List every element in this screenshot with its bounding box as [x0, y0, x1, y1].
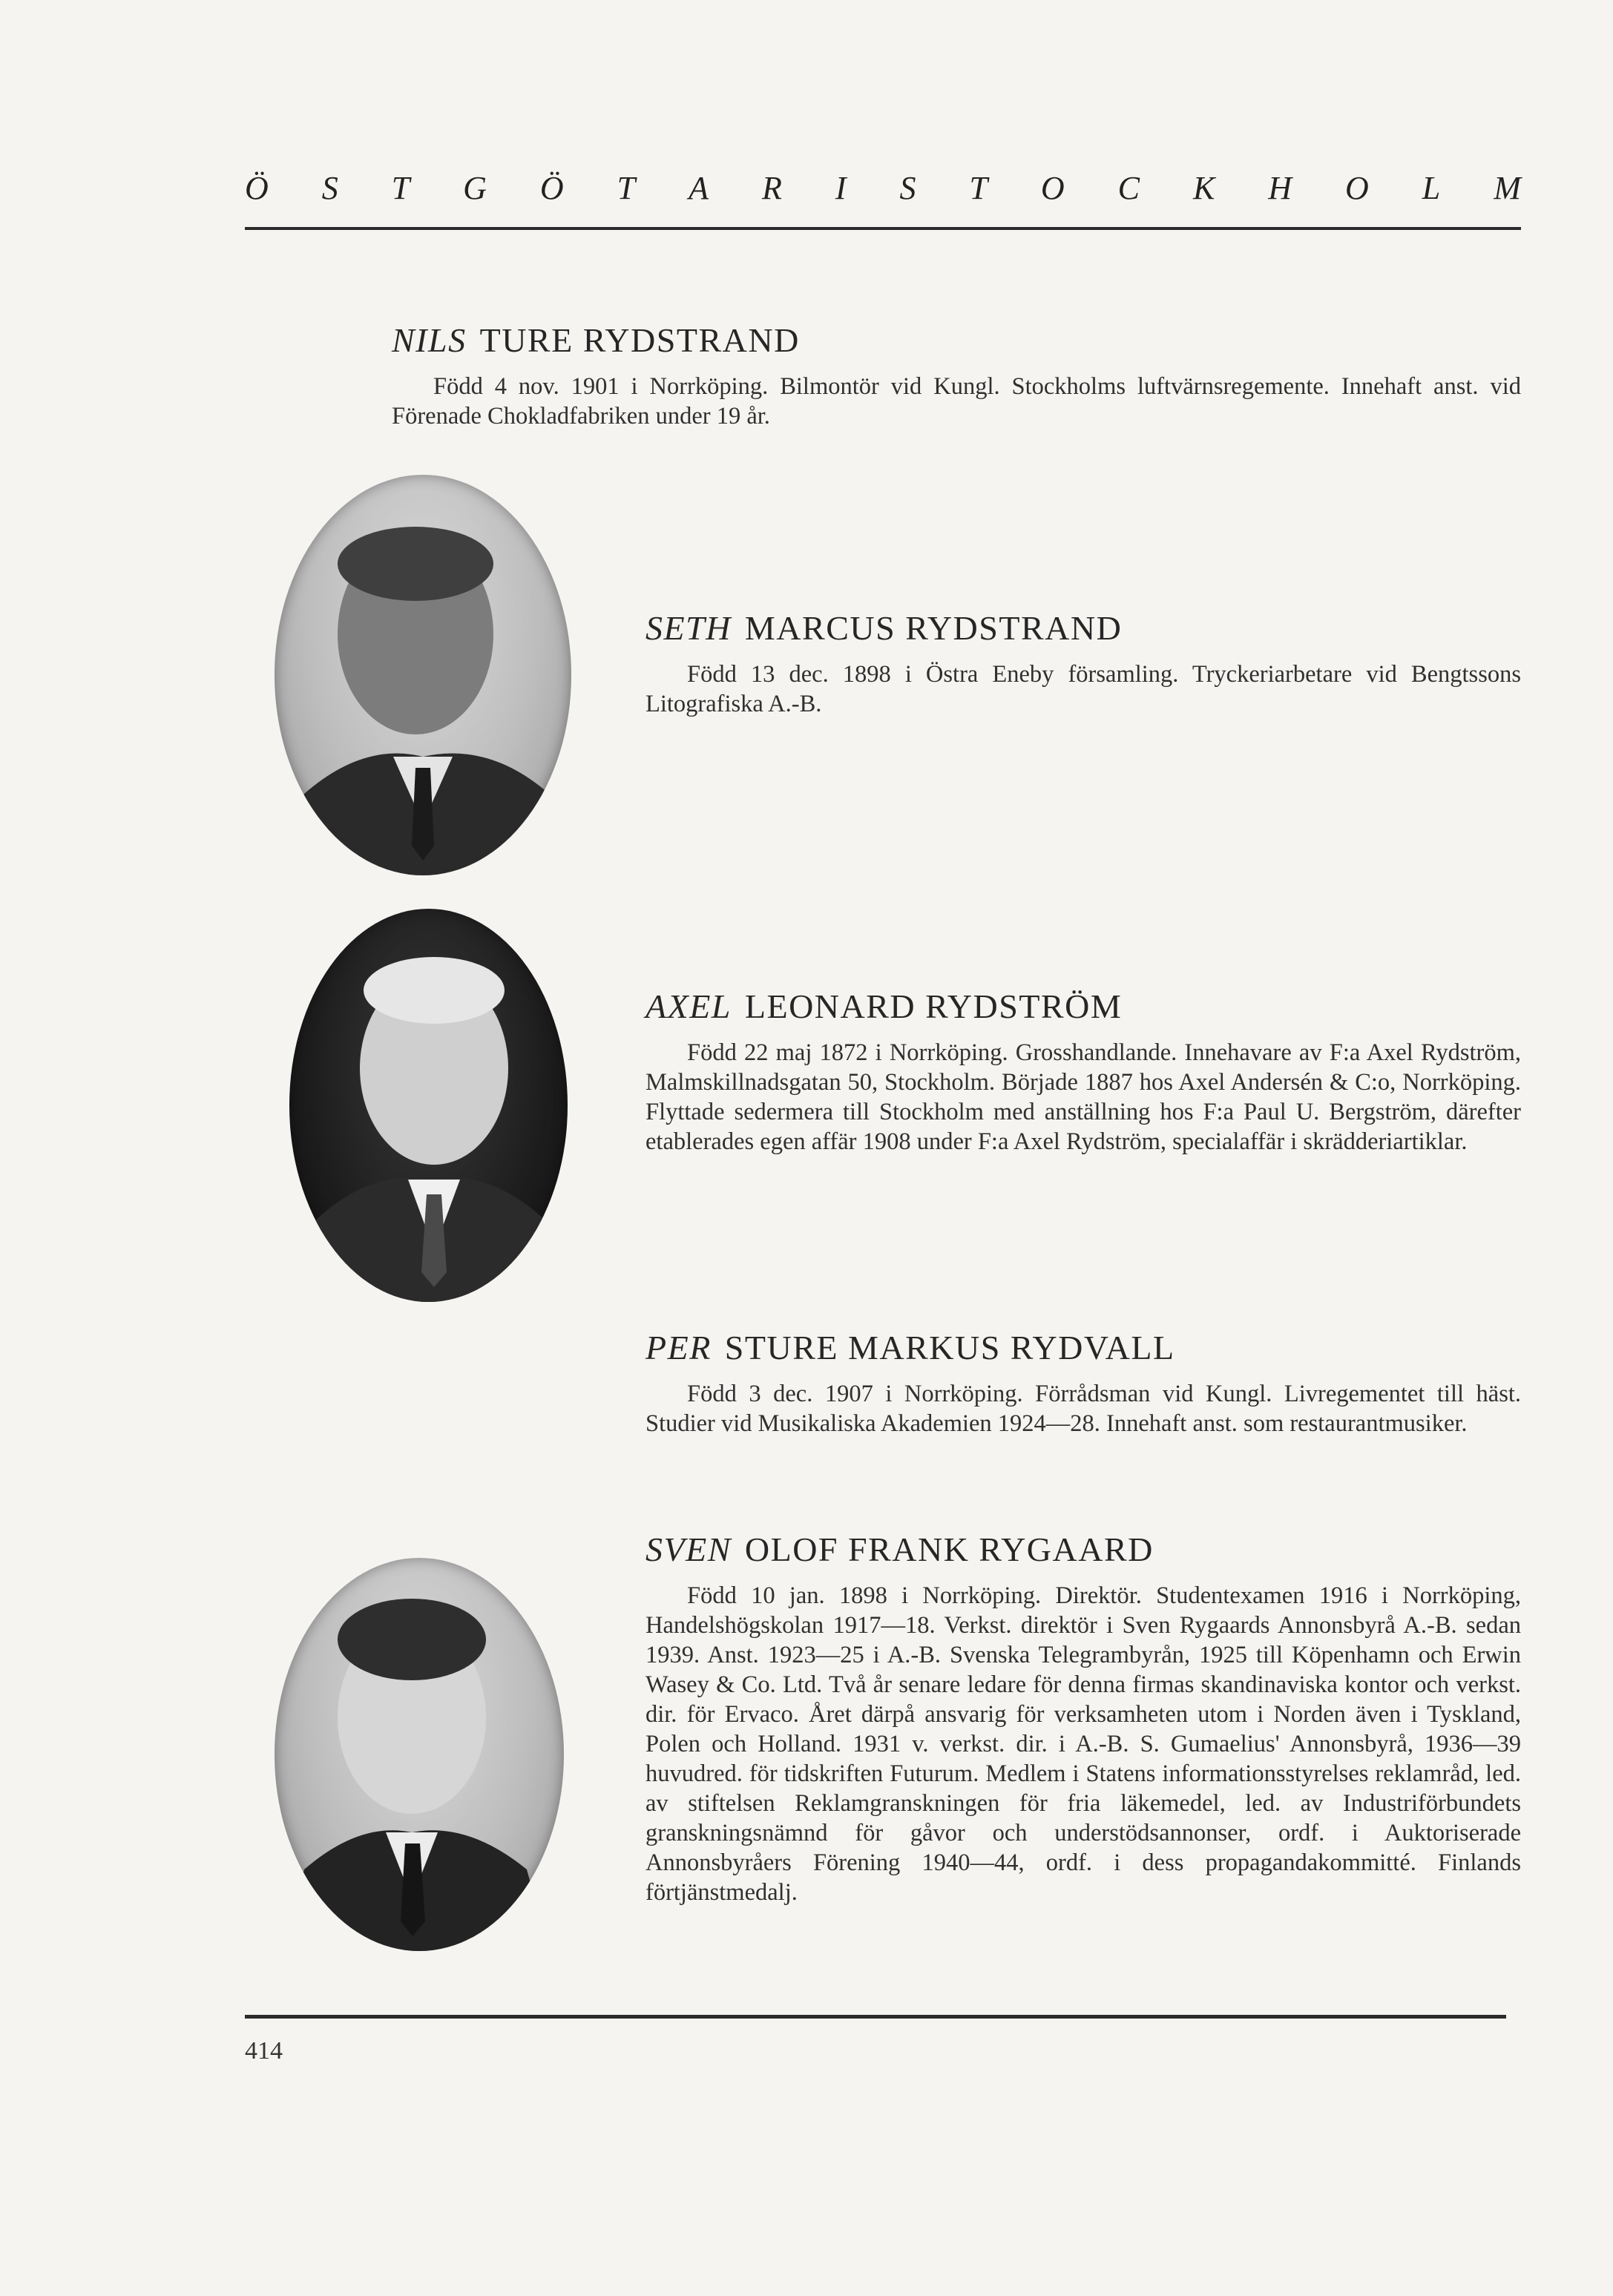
page-number: 414: [245, 2037, 283, 2065]
portrait-axel-rydstrom: [289, 909, 568, 1302]
entry-name: [645, 1328, 1521, 1367]
entry-name: [392, 320, 1521, 360]
running-title: [245, 169, 1521, 207]
entry-name: [645, 608, 1521, 648]
footer-rule: [245, 2015, 1506, 2019]
running-title-letter: C: [1117, 170, 1140, 206]
entry-biography: Född 22 maj 1872 i Norrköping. Grosshandlande. Innehavare av F:a Axel Rydström, Malmskillnadsgatan 50, Stockholm. Började 1887 hos Axel Andersén & C:o, Norrköping. Flyttade sedermera till Stockholm med anställning hos F:a Paul U. Bergström, därefter etablerades egen affär 1908 under F:a Axel Rydström, specialaffär i skrädderiartiklar.: [645, 1039, 1521, 1155]
given-name: PER: [645, 1329, 712, 1366]
family-name: MARCUS RYDSTRAND: [744, 609, 1123, 647]
family-name: STURE MARKUS RYDVALL: [724, 1329, 1175, 1366]
entry-nils-ture-rydstrand: [392, 320, 1521, 431]
running-title-letter: R: [761, 170, 782, 206]
running-title-letter: O: [1040, 170, 1065, 206]
running-title-letter: H: [1268, 170, 1292, 206]
running-title-letter: T: [969, 170, 988, 206]
entry-biography: Född 10 jan. 1898 i Norrköping. Direktör. Studentexamen 1916 i Norrköping, Handelshögskolan 1917—18. Verkst. direktör i Sven Rygaards Annonsbyrå A.-B. sedan 1939. Anst. 1923—25 i A.-B. Svenska Telegrambyrån, 1925 till Köpenhamn och Erwin Wasey & Co. Ltd. Två år senare ledare för denna firmas skandinaviska kontor och verkst. dir. för Ervaco. Året därpå ansvarig för verksamheten utom i Norden även i Tyskland, Polen och Holland. 1931 v. verkst. dir. i A.-B. S. Gumaelius' Annonsbyrå, 1936—39 huvudred. för tidskriften Futurum. Medlem i Statens informationsstyrelses reklamråd, led. av stiftelsen Reklamgranskningen för fria läkemedel, led. av Industriförbundets granskningsnämnd för gåvor och understödsannonser, ordf. i Auktoriserade Annonsbyråers Förening 1940—44, ordf. i dess propagandakommitté. Finlands förtjänstmedalj.: [645, 1582, 1521, 1906]
entry-biography: Född 13 dec. 1898 i Östra Eneby församling. Tryckeriarbetare vid Bengtssons Litografiska A.-B.: [645, 661, 1521, 717]
running-title-letter: T: [391, 170, 410, 206]
family-name: OLOF FRANK RYGAARD: [744, 1530, 1154, 1568]
family-name: LEONARD RYDSTRÖM: [744, 987, 1123, 1025]
running-title-letter: A: [689, 170, 709, 206]
running-title-letter: T: [617, 170, 636, 206]
running-title-letter: S: [899, 170, 916, 206]
running-title-letter: Ö: [539, 170, 564, 206]
family-name: TURE RYDSTRAND: [479, 321, 800, 359]
running-title-letter: I: [835, 170, 847, 206]
running-title-letter: G: [463, 170, 487, 206]
entry-biography: Född 4 nov. 1901 i Norrköping. Bilmontör vid Kungl. Stockholms luftvärnsregemente. Innehaft anst. vid Förenade Chokladfabriken under 19 år.: [392, 373, 1521, 430]
given-name: AXEL: [645, 987, 732, 1025]
given-name: SETH: [645, 609, 732, 647]
entry-seth-marcus-rydstrand: [645, 608, 1521, 719]
portrait-photo-icon: [275, 1558, 564, 1951]
running-title-letter: O: [1345, 170, 1369, 206]
running-title-letter: M: [1494, 170, 1521, 206]
entry-per-sture-markus-rydvall: [645, 1328, 1521, 1438]
running-title-letter: S: [321, 170, 338, 206]
given-name: SVEN: [645, 1530, 732, 1568]
running-title-letter: L: [1422, 170, 1441, 206]
entry-name: [645, 1530, 1521, 1569]
header-rule: [245, 227, 1521, 230]
given-name: NILS: [392, 321, 467, 359]
portrait-photo-icon: [289, 909, 568, 1302]
entry-sven-olof-frank-rygaard: [645, 1530, 1521, 1907]
entry-biography: Född 3 dec. 1907 i Norrköping. Förrådsman vid Kungl. Livregementet till häst. Studier vid Musikaliska Akademien 1924—28. Innehaft anst. som restaurantmusiker.: [645, 1381, 1521, 1437]
portrait-photo-icon: [275, 475, 571, 875]
portrait-sven-rygaard: [275, 1558, 564, 1951]
portrait-seth-rydstrand: [275, 475, 571, 875]
entry-name: [645, 987, 1521, 1026]
entry-axel-leonard-rydstrom: [645, 987, 1521, 1157]
running-title-letter: Ö: [245, 170, 269, 206]
running-title-letter: K: [1192, 170, 1215, 206]
